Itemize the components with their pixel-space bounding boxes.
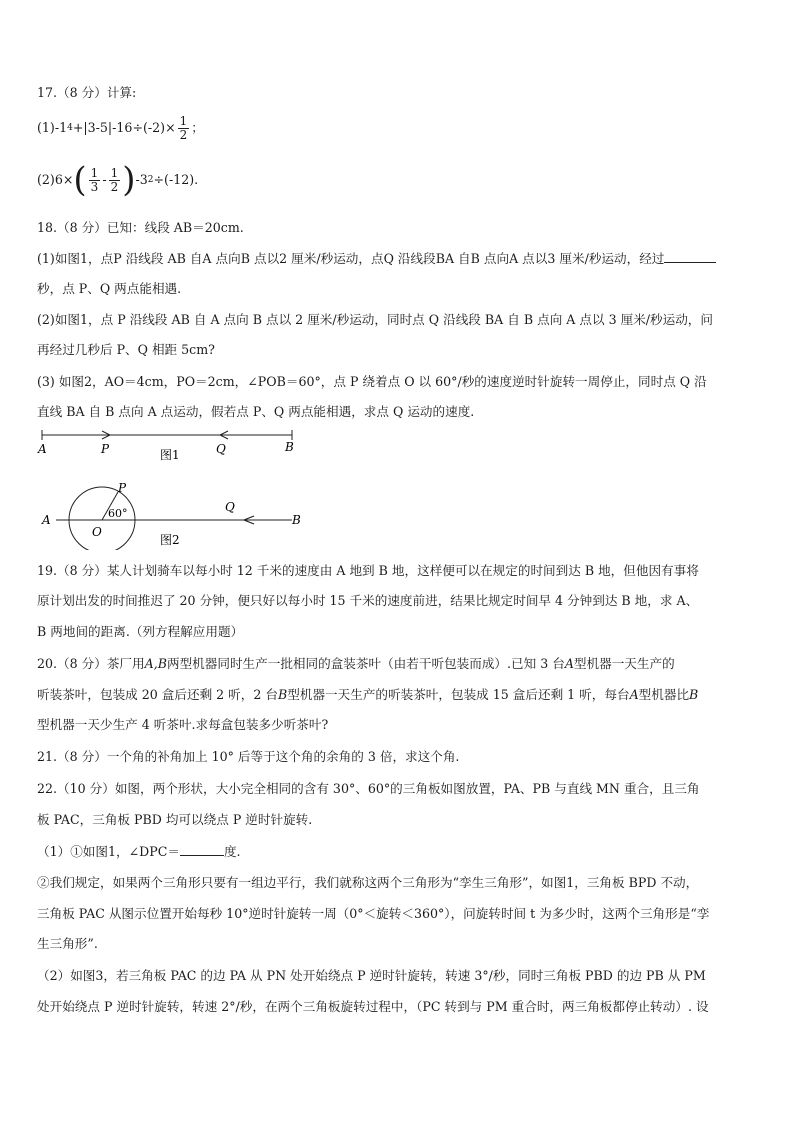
q20-l2-a: 听装茶叶，包装成 20 盒后还剩 2 听，2 台 (37, 687, 278, 702)
q17-p2-f1-den: 3 (90, 179, 99, 194)
q17-p1-exp: 4 (67, 123, 73, 133)
q17-p2-prefix: (2)6× (37, 172, 74, 187)
right-paren: ) (122, 160, 136, 200)
q17-part2 (37, 158, 764, 202)
q17-p1-frac-den: 2 (179, 127, 188, 142)
q18-s3-line1: (3) 如图2，AO＝4cm，PO＝2cm，∠POB＝60°，点 P 绕着点 O 以 60°/秒的速度逆时针旋转一周停止，同时点 Q 沿 (37, 374, 707, 389)
q18-s1-line2: 秒，点 P、Q 两点能相遇. (37, 281, 182, 296)
q18-header: 18.（8 分）已知：线段 AB＝20cm. (37, 220, 244, 235)
q17-p2-minus: - (102, 172, 107, 187)
fig2-angle-label: 60° (108, 507, 128, 520)
q22-s1 (37, 843, 764, 861)
fig2-label-q: Q (225, 500, 235, 514)
q20-l2-B: B (277, 687, 288, 702)
q19-line1: 19.（8 分）某人计划骑车以每小时 12 千米的速度由 A 地到 B 地，这样便可以在规定的时间到达 B 地，但他因有事将 (37, 563, 699, 578)
fig1-label-b: B (285, 440, 294, 454)
q20-line2 (37, 686, 764, 704)
q17-p2-f1-num: 1 (90, 165, 99, 180)
q20-l2-b: 型机器一天生产的听装茶叶，包装成 15 盒后还剩 1 听，每台 (287, 687, 630, 702)
q20-line1 (37, 655, 764, 673)
q17-p2-exp: 2 (147, 175, 154, 185)
fig2-label-b: B (292, 513, 301, 527)
q18-s2-line1: (2)如图1，点 P 沿线段 AB 自 A 点向 B 点以 2 厘米/秒运动，同时点 Q 沿线段 BA 自 B 点向 A 点以 3 厘米/秒运动，问 (37, 312, 713, 327)
q20-l2-A: A (629, 687, 639, 702)
fig2-label-o: O (92, 525, 102, 539)
q20-l1-b: 两型机器同时生产一批相同的盒装茶叶（由若干听包装而成）.已知 3 台 (166, 656, 565, 671)
q20-l1-A: A (564, 656, 574, 671)
fig1-caption: 图1 (160, 448, 180, 462)
figure-1-diagram (30, 426, 330, 466)
q18-s1-line1 (37, 250, 764, 268)
q20-l1-ab: A,B (144, 656, 167, 671)
q18-s1-text: (1)如图1，点P 沿线段 AB 自A 点向B 点以2 厘米/秒运动，点Q 沿线段BA 自B 点向A 点以3 厘米/秒运动，经过 (37, 251, 665, 266)
q19-line2: 原计划出发的时间推迟了 20 分钟，便只好以每小时 15 千米的速度前进，结果比规定时间早 4 分钟到达 B 地，求 A、 (37, 593, 699, 608)
q18-s2-line2: 再经过几秒后 P、Q 相距 5cm? (37, 342, 215, 357)
q17-p2-fraction-1 (89, 167, 101, 194)
q22-line1: 22.（10 分）如图，两个形状，大小完全相同的含有 30°、60°的三角板如图放置，PA、PB 与直线 MN 重合，且三角 (37, 781, 700, 796)
fig2-caption: 图2 (160, 533, 180, 547)
q20-l1-a: 20.（8 分）茶厂用 (37, 656, 145, 671)
q22-s3-line2: 处开始绕点 P 逆时针旋转，转速 2°/秒，在两个三角板旋转过程中，（PC 转到与 PM 重合时，两三角板都停止转动）. 设 (37, 999, 709, 1014)
q20-l2-c: 型机器比 (638, 687, 690, 702)
q17-header: 17.（8 分）计算: (37, 85, 137, 100)
q17-part1 (37, 108, 764, 148)
q17-p2-f2-den: 2 (110, 179, 119, 194)
left-paren: ( (73, 160, 87, 200)
q18-s3-line2: 直线 BA 自 B 点向 A 点运动，假若点 P、Q 两点能相遇，求点 Q 运动的速度. (37, 404, 475, 419)
q17-p1-frac-num: 1 (179, 113, 188, 128)
q22-s2-line3: 生三角形”. (37, 936, 98, 951)
q17-p1-prefix: (1)-1 (37, 120, 68, 135)
q20-l2-B2: B (689, 687, 699, 702)
fig2-label-a: A (42, 513, 51, 527)
q21-line1: 21.（8 分）一个角的补角加上 10° 后等于这个角的余角的 3 倍，求这个角. (37, 749, 460, 764)
q17-p2-fraction-2 (109, 167, 121, 194)
answer-blank (180, 843, 224, 856)
q17-p1-end: ； (191, 120, 204, 135)
q17-p2-f2-num: 1 (110, 165, 119, 180)
q17-p2-end: ÷(-12). (153, 172, 199, 187)
fig1-label-a: A (38, 442, 47, 456)
q20-line3: 型机器一天少生产 4 听茶叶.求每盒包装多少听茶叶? (37, 717, 329, 732)
q22-line2: 板 PAC，三角板 PBD 均可以绕点 P 逆时针旋转. (37, 812, 313, 827)
fig1-label-p: P (101, 442, 110, 456)
q17-p2-mid: -3 (135, 172, 148, 187)
answer-blank (664, 250, 716, 263)
q19-line3: B 两地间的距离.（列方程解应用题） (37, 624, 244, 639)
q20-l1-c: 型机器一天生产的 (573, 656, 675, 671)
q17-p1-fraction (178, 115, 190, 142)
q22-s2-line1: ②我们规定，如果两个三角形只要有一组边平行，我们就称这两个三角形为“孪生三角形”，如图1，三角板 BPD 不动， (37, 875, 699, 890)
q22-s1-a: （1）①如图1，∠DPC＝ (37, 844, 180, 859)
figure-2-diagram (30, 478, 330, 550)
q17-p1-mid: +|3-5|-16÷(-2)× (72, 120, 176, 135)
q22-s1-b: 度. (223, 844, 241, 859)
fig1-label-q: Q (216, 442, 226, 456)
fig2-label-p: P (118, 481, 127, 495)
q22-s2-line2: 三角板 PAC 从图示位置开始每秒 10°逆时针旋转一周（0°＜旋转＜360°），问旋转时间 t 为多少时，这两个三角形是“孪 (37, 906, 710, 921)
q22-s3-line1: （2）如图3，若三角板 PAC 的边 PA 从 PN 处开始绕点 P 逆时针旋转，转速 3°/秒，同时三角板 PBD 的边 PB 从 PM (37, 968, 706, 983)
